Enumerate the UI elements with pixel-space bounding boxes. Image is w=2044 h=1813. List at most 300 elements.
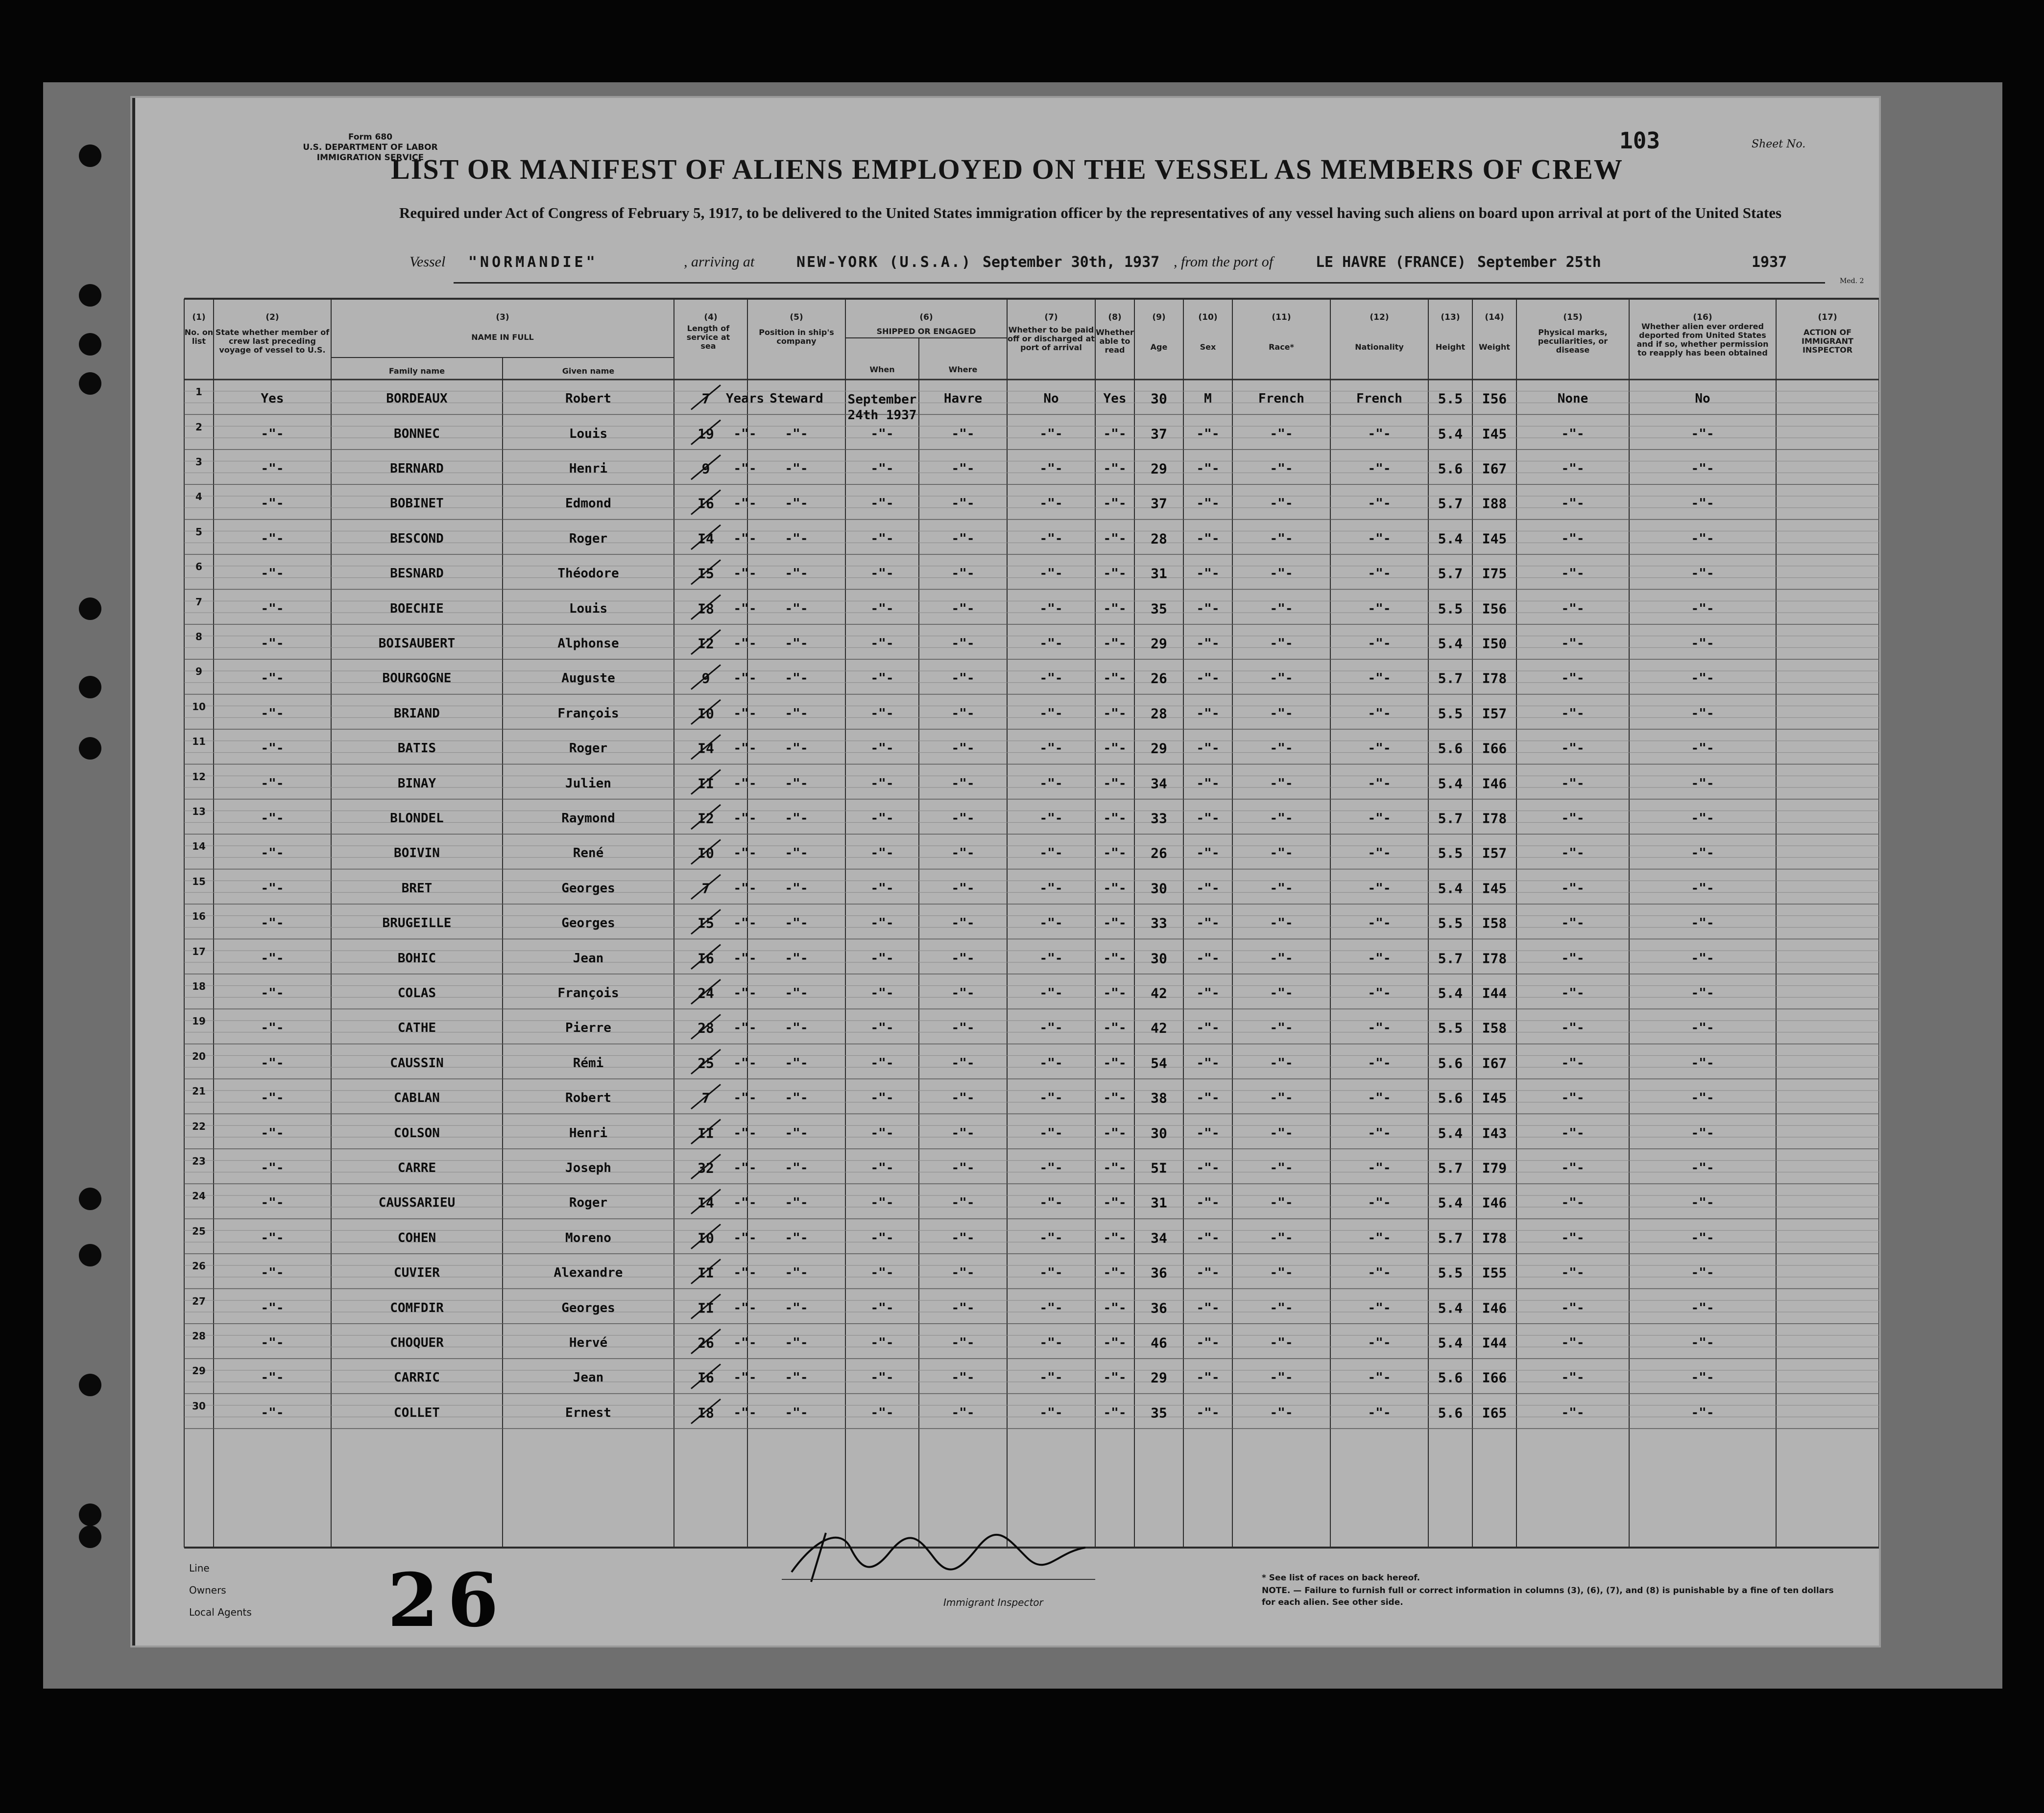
cell-given-name: Jean [573,951,604,966]
cell-age: 31 [1151,565,1167,582]
cell-family-name: COLSON [394,1125,440,1141]
cell-paid-off: -"- [1039,566,1063,581]
cell-deported: -"- [1691,1021,1714,1036]
header-action: ACTION OF IMMIGRANT INSPECTOR [1802,328,1853,355]
header-where: Where [948,365,978,374]
punch-hole [79,1503,101,1526]
cell-height: 5.4 [1438,880,1463,897]
cell-service-unit: -"- [733,1161,757,1176]
arriving-label: , arriving at [684,254,755,270]
cell-race: -"- [1270,951,1293,966]
cell-age: 30 [1151,950,1167,967]
colnum: (2) [265,312,279,322]
cell-height: 5.6 [1438,1055,1463,1072]
cell-deported: -"- [1691,1195,1714,1211]
cell-paid-off: -"- [1039,531,1063,546]
stamp-number: 26 [387,1557,507,1644]
punch-hole [79,1188,101,1210]
cell-weight: I88 [1482,495,1507,512]
cell-position: -"- [785,881,808,896]
cell-family-name: COHEN [397,1230,436,1245]
cell-position: -"- [785,916,808,931]
header-height: Height [1435,342,1466,352]
cell-nationality: -"- [1368,881,1391,896]
cell-height: 5.7 [1438,1160,1463,1176]
cell-where: -"- [951,426,975,441]
manifest-sheet [132,98,1879,1646]
header-given-name: Given name [562,366,615,376]
cell-service: I2 [697,810,714,827]
cell-service-unit: -"- [733,1125,757,1141]
cell-physical: -"- [1561,1055,1585,1071]
colnum: (4) [704,312,718,322]
cell-height: 5.5 [1438,390,1463,407]
cell-weight: I67 [1482,460,1507,477]
cell-position: -"- [785,636,808,651]
cell-read: -"- [1103,426,1127,441]
cell-read: -"- [1103,1265,1127,1281]
cell-where: -"- [951,1230,975,1245]
cell-paid-off: -"- [1039,1091,1063,1106]
cell-age: 30 [1151,880,1167,897]
cell-paid-off: -"- [1039,1336,1063,1351]
cell-race: -"- [1270,1405,1293,1420]
cell-prev-voyage: -"- [261,531,284,546]
row-number: 7 [195,596,202,608]
cell-read: -"- [1103,811,1127,826]
cell-given-name: Edmond [565,496,611,511]
races-note: * See list of races on back hereof. [1262,1573,1420,1583]
cell-position: -"- [785,1021,808,1036]
cell-sex: -"- [1196,1161,1220,1176]
cell-age: 36 [1151,1300,1167,1316]
cell-race: -"- [1270,531,1293,546]
row-number: 9 [195,666,202,678]
cell-paid-off: -"- [1039,986,1063,1001]
inspector-signature [772,1518,1115,1592]
penalty-note: NOTE. — Failure to furnish full or correct information in columns (3), (6), (7), and (8) is punishable by a fine of ten dollars for each alien. See other side. [1262,1586,1834,1607]
from-label: , from the port of [1174,254,1274,270]
row-number: 1 [195,386,202,398]
line-label: Line [189,1562,210,1574]
cell-race: -"- [1270,1125,1293,1141]
cell-read: -"- [1103,1091,1127,1106]
cell-service: 7 [701,390,710,407]
cell-service-unit: -"- [733,426,757,441]
arriving-port: NEW-YORK (U.S.A.) [796,254,972,271]
cell-sex: -"- [1196,881,1220,896]
owners-label: Owners [189,1584,226,1596]
cell-prev-voyage: -"- [261,1021,284,1036]
row-number: 4 [195,491,202,503]
cell-age: 36 [1151,1264,1167,1281]
colnum: (7) [1044,312,1058,322]
cell-prev-voyage: -"- [261,1055,284,1071]
cell-nationality: -"- [1368,776,1391,791]
cell-physical: -"- [1561,1125,1585,1141]
cell-nationality: -"- [1368,531,1391,546]
cell-given-name: Georges [561,881,615,896]
cell-prev-voyage: -"- [261,706,284,721]
cell-prev-voyage: -"- [261,1195,284,1211]
cell-weight: I58 [1482,915,1507,931]
cell-sex: -"- [1196,671,1220,686]
cell-service: 28 [697,1020,714,1036]
cell-prev-voyage: -"- [261,426,284,441]
cell-physical: -"- [1561,1265,1585,1281]
cell-race: -"- [1270,601,1293,616]
cell-race: French [1258,391,1304,406]
cell-service-unit: -"- [733,881,757,896]
row-number: 22 [192,1120,206,1132]
cell-service-unit: -"- [733,741,757,756]
cell-sex: M [1204,391,1212,406]
cell-when: -"- [870,636,894,651]
cell-deported: -"- [1691,566,1714,581]
departure-date: September 25th [1477,254,1601,271]
cell-sex: -"- [1196,1300,1220,1315]
cell-where: -"- [951,601,975,616]
cell-read: -"- [1103,881,1127,896]
cell-where: -"- [951,986,975,1001]
cell-race: -"- [1270,1300,1293,1315]
cell-race: -"- [1270,1021,1293,1036]
cell-height: 5.6 [1438,1090,1463,1106]
cell-physical: -"- [1561,1021,1585,1036]
cell-deported: -"- [1691,741,1714,756]
header-weight: Weight [1479,342,1510,352]
header-physical: Physical marks, peculiarities, or disease [1538,328,1608,355]
cell-read: -"- [1103,1161,1127,1176]
row-number: 3 [195,456,202,468]
cell-service-unit: -"- [733,776,757,791]
cell-sex: -"- [1196,1370,1220,1385]
cell-height: 5.6 [1438,1369,1463,1386]
cell-deported: -"- [1691,1161,1714,1176]
cell-race: -"- [1270,1370,1293,1385]
cell-position: -"- [785,1125,808,1141]
cell-race: -"- [1270,811,1293,826]
cell-paid-off: -"- [1039,496,1063,511]
cell-position: -"- [785,1300,808,1315]
cell-family-name: BOHIC [397,951,436,966]
cell-position: -"- [785,496,808,511]
cell-race: -"- [1270,461,1293,477]
cell-service: 7 [701,1090,710,1106]
cell-given-name: François [557,706,619,721]
cell-position: -"- [785,1265,808,1281]
punch-hole [79,284,101,307]
cell-where: -"- [951,636,975,651]
cell-physical: -"- [1561,776,1585,791]
row-number: 17 [192,945,206,957]
cell-race: -"- [1270,1336,1293,1351]
cell-read: Yes [1103,391,1127,406]
colnum: (17) [1818,312,1837,322]
colnum: (16) [1693,312,1712,322]
page-subtitle: Required under Act of Congress of February 5, 1917, to be delivered to the United States immigration officer by the representatives of any vessel having such aliens on board upon arrival at port of the United States [399,204,1782,221]
cell-service: 7 [701,880,710,897]
cell-family-name: COMFDIR [390,1300,444,1315]
cell-sex: -"- [1196,531,1220,546]
cell-service: 26 [697,1335,714,1351]
cell-height: 5.7 [1438,495,1463,512]
cell-deported: -"- [1691,1405,1714,1420]
cell-when: -"- [870,461,894,477]
cell-position: -"- [785,706,808,721]
cell-deported: -"- [1691,496,1714,511]
cell-race: -"- [1270,1055,1293,1071]
cell-given-name: Louis [569,601,608,616]
cell-race: -"- [1270,566,1293,581]
cell-nationality: -"- [1368,566,1391,581]
cell-nationality: -"- [1368,1195,1391,1211]
cell-height: 5.7 [1438,670,1463,687]
cell-when: -"- [870,1195,894,1211]
cell-read: -"- [1103,671,1127,686]
cell-position: -"- [785,1091,808,1106]
row-number: 27 [192,1295,206,1307]
cell-sex: -"- [1196,1405,1220,1420]
cell-where: -"- [951,741,975,756]
row-number: 16 [192,910,206,923]
cell-sex: -"- [1196,1091,1220,1106]
cell-when: -"- [870,1125,894,1141]
cell-nationality: -"- [1368,426,1391,441]
cell-service: II [697,775,714,792]
cell-where: -"- [951,706,975,721]
cell-height: 5.6 [1438,460,1463,477]
cell-height: 5.7 [1438,1230,1463,1246]
cell-weight: I45 [1482,530,1507,547]
cell-service-unit: -"- [733,986,757,1001]
cell-given-name: René [573,846,604,861]
cell-position: -"- [785,426,808,441]
cell-read: -"- [1103,1405,1127,1420]
cell-deported: -"- [1691,1230,1714,1245]
cell-race: -"- [1270,636,1293,651]
cell-prev-voyage: -"- [261,741,284,756]
cell-service: 9 [701,460,710,477]
header-nationality: Nationality [1355,342,1404,352]
cell-where: -"- [951,1300,975,1315]
cell-where: -"- [951,1370,975,1385]
colnum: (15) [1563,312,1583,322]
cell-family-name: BOISAUBERT [378,636,456,651]
cell-read: -"- [1103,531,1127,546]
page-title: LIST OR MANIFEST OF ALIENS EMPLOYED ON THE VESSEL AS MEMBERS OF CREW [391,153,1623,185]
cell-paid-off: -"- [1039,461,1063,477]
cell-physical: -"- [1561,1195,1585,1211]
departure-year: 1937 [1752,254,1787,271]
cell-given-name: Raymond [561,811,615,826]
cell-given-name: Louis [569,426,608,441]
cell-service-unit: -"- [733,461,757,477]
cell-prev-voyage: -"- [261,1230,284,1245]
cell-given-name: Hervé [569,1336,608,1351]
cell-sex: -"- [1196,1195,1220,1211]
cell-height: 5.5 [1438,1020,1463,1036]
cell-sex: -"- [1196,951,1220,966]
cell-read: -"- [1103,1336,1127,1351]
cell-read: -"- [1103,706,1127,721]
cell-age: 28 [1151,705,1167,722]
cell-prev-voyage: -"- [261,1300,284,1315]
cell-race: -"- [1270,671,1293,686]
cell-when: September 24th 1937 [847,392,917,423]
cell-weight: I50 [1482,635,1507,652]
cell-given-name: Ernest [565,1405,611,1420]
cell-weight: I45 [1482,1090,1507,1106]
punch-hole [79,372,101,395]
cell-weight: I79 [1482,1160,1507,1176]
cell-age: 34 [1151,1230,1167,1246]
cell-weight: I66 [1482,1369,1507,1386]
cell-nationality: -"- [1368,1021,1391,1036]
cell-service-unit: -"- [733,496,757,511]
cell-sex: -"- [1196,706,1220,721]
cell-nationality: -"- [1368,636,1391,651]
cell-read: -"- [1103,916,1127,931]
cell-height: 5.7 [1438,565,1463,582]
cell-weight: I44 [1482,1335,1507,1351]
cell-deported: -"- [1691,426,1714,441]
cell-prev-voyage: -"- [261,1405,284,1420]
cell-paid-off: -"- [1039,1300,1063,1315]
cell-read: -"- [1103,1370,1127,1385]
cell-age: 29 [1151,740,1167,757]
cell-paid-off: -"- [1039,951,1063,966]
cell-physical: -"- [1561,461,1585,477]
cell-position: -"- [785,741,808,756]
cell-nationality: -"- [1368,1230,1391,1245]
cell-race: -"- [1270,881,1293,896]
cell-sex: -"- [1196,811,1220,826]
punch-hole [79,737,101,760]
cell-weight: I67 [1482,1055,1507,1072]
cell-read: -"- [1103,1055,1127,1071]
cell-age: 37 [1151,495,1167,512]
cell-given-name: Rémi [573,1055,604,1071]
cell-position: -"- [785,1161,808,1176]
cell-position: -"- [785,671,808,686]
inspector-caption: Immigrant Inspector [943,1597,1043,1608]
cell-deported: -"- [1691,951,1714,966]
cell-age: 33 [1151,810,1167,827]
cell-nationality: -"- [1368,1055,1391,1071]
cell-weight: I44 [1482,985,1507,1002]
cell-family-name: CARRE [397,1161,436,1176]
colnum: (5) [790,312,803,322]
row-number: 10 [192,700,206,713]
cell-nationality: -"- [1368,671,1391,686]
cell-given-name: Alexandre [553,1265,623,1281]
cell-position: -"- [785,1055,808,1071]
sheet-number: 103 [1619,127,1660,154]
cell-age: 46 [1151,1335,1167,1351]
cell-family-name: BRIAND [394,706,440,721]
cell-sex: -"- [1196,636,1220,651]
cell-service-unit: -"- [733,811,757,826]
cell-age: 38 [1151,1090,1167,1106]
cell-physical: -"- [1561,741,1585,756]
cell-age: 29 [1151,460,1167,477]
cell-family-name: CABLAN [394,1091,440,1106]
cell-nationality: -"- [1368,1370,1391,1385]
cell-when: -"- [870,1091,894,1106]
cell-read: -"- [1103,741,1127,756]
cell-when: -"- [870,776,894,791]
sheet-label: Sheet No. [1752,138,1806,150]
cell-prev-voyage: -"- [261,1091,284,1106]
cell-when: -"- [870,1265,894,1281]
cell-service-unit: -"- [733,1265,757,1281]
cell-position: -"- [785,846,808,861]
cell-deported: No [1695,391,1710,406]
cell-when: -"- [870,811,894,826]
cell-paid-off: -"- [1039,1125,1063,1141]
cell-family-name: CAUSSARIEU [378,1195,456,1211]
cell-height: 5.4 [1438,1300,1463,1316]
cell-position: -"- [785,461,808,477]
cell-sex: -"- [1196,1265,1220,1281]
cell-prev-voyage: -"- [261,1336,284,1351]
cell-where: -"- [951,1405,975,1420]
cell-paid-off: -"- [1039,1230,1063,1245]
cell-nationality: -"- [1368,1336,1391,1351]
cell-prev-voyage: -"- [261,601,284,616]
cell-where: -"- [951,461,975,477]
cell-position: -"- [785,1336,808,1351]
cell-when: -"- [870,531,894,546]
cell-given-name: Julien [565,776,611,791]
colnum: (14) [1485,312,1504,322]
cell-height: 5.7 [1438,950,1463,967]
cell-family-name: BLONDEL [390,811,444,826]
cell-height: 5.4 [1438,985,1463,1002]
cell-position: -"- [785,1405,808,1420]
header-paid-off: Whether to be paid off or discharged at port of arrival [1008,325,1095,352]
cell-family-name: BOECHIE [390,601,444,616]
cell-paid-off: -"- [1039,601,1063,616]
row-number: 20 [192,1050,206,1062]
cell-race: -"- [1270,1265,1293,1281]
header-race: Race* [1269,342,1294,352]
cell-age: 29 [1151,635,1167,652]
cell-race: -"- [1270,1161,1293,1176]
cell-deported: -"- [1691,531,1714,546]
row-number: 26 [192,1260,206,1272]
cell-nationality: -"- [1368,1265,1391,1281]
cell-physical: -"- [1561,636,1585,651]
cell-prev-voyage: -"- [261,846,284,861]
cell-paid-off: -"- [1039,846,1063,861]
cell-service-unit: -"- [733,1091,757,1106]
cell-sex: -"- [1196,1336,1220,1351]
cell-weight: I78 [1482,670,1507,687]
cell-where: -"- [951,846,975,861]
cell-deported: -"- [1691,461,1714,477]
cell-physical: -"- [1561,426,1585,441]
cell-service-unit: -"- [733,1405,757,1420]
cell-position: -"- [785,566,808,581]
cell-family-name: BOIVIN [394,846,440,861]
cell-where: -"- [951,566,975,581]
cell-paid-off: -"- [1039,776,1063,791]
cell-where: -"- [951,1091,975,1106]
row-number: 8 [195,631,202,643]
cell-age: 42 [1151,1020,1167,1036]
